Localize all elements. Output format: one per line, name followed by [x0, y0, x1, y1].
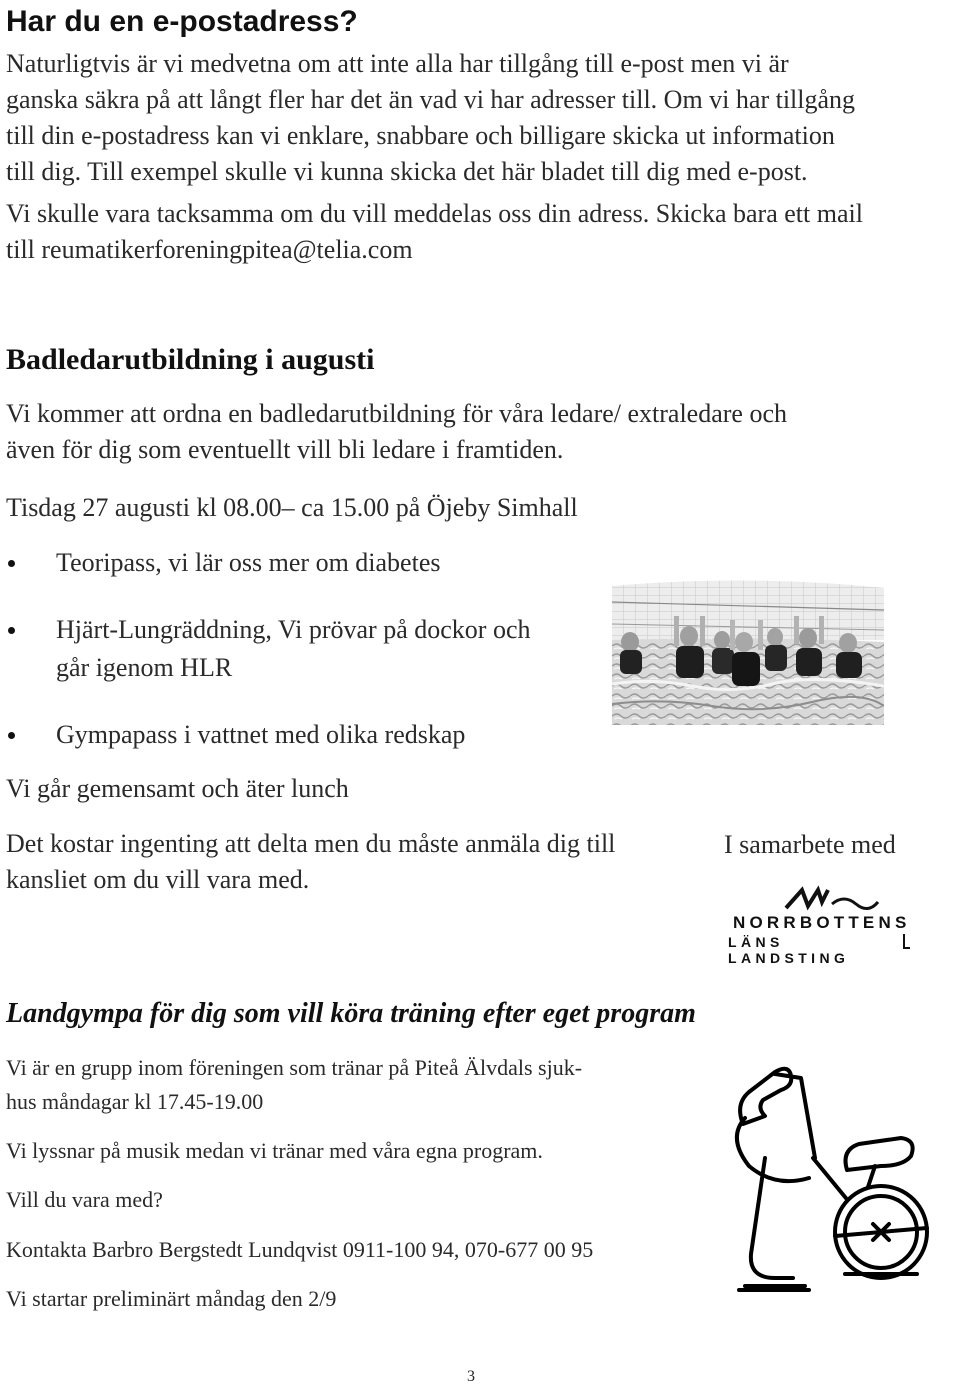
email-heading: Har du en e-postadress?: [6, 5, 358, 38]
email-paragraph-2: [6, 196, 960, 268]
bullet-icon: [8, 560, 15, 567]
text-line: Det kostar ingenting att delta men du måste anmäla dig till: [6, 829, 616, 858]
badledar-intro: [6, 396, 956, 468]
landgympa-line: Vill du vara med?: [6, 1187, 163, 1212]
landgympa-line: Vi är en grupp inom föreningen som tränar på Piteå Älvdals sjuk-: [6, 1055, 583, 1080]
bullet-icon: [8, 627, 15, 634]
landgympa-line: Kontakta Barbro Bergstedt Lundqvist 0911-100 94, 070-677 00 95: [6, 1237, 594, 1262]
bullet-text: Hjärt-Lungräddning, Vi prövar på dockor och: [56, 615, 531, 644]
bullet-icon: [8, 732, 15, 739]
text-line: ganska säkra på att långt fler har det än vad vi har adresser till. Om vi har tillgång: [6, 85, 856, 114]
bullet-text: går igenom HLR: [56, 653, 233, 682]
text-line: Naturligtvis är vi medvetna om att inte alla har tillgång till e-post men vi är: [6, 49, 789, 78]
pool-photo-graphic: [612, 580, 884, 725]
text-line: kansliet om du vill vara med.: [6, 865, 310, 894]
partner-label: I samarbete med: [724, 830, 896, 859]
email-paragraph-1: [6, 46, 956, 190]
landgympa-heading: Landgympa för dig som vill köra träning efter eget program: [6, 998, 696, 1029]
landgympa-line: hus måndagar kl 17.45-19.00: [6, 1089, 264, 1114]
badledar-heading: Badledarutbildning i augusti: [6, 343, 375, 376]
badledar-date: Tisdag 27 augusti kl 08.00– ca 15.00 på Öjeby Simhall: [6, 493, 578, 522]
text-line: Vi kommer att ordna en badledarutbildning för våra ledare/ extraledare och: [6, 399, 787, 428]
landgympa-line: Vi lyssnar på musik medan vi tränar med våra egna program.: [6, 1138, 543, 1163]
page-number: 3: [467, 1368, 475, 1385]
text-line: även för dig som eventuellt vill bli ledare i framtiden.: [6, 435, 564, 464]
bullet-text: Gympapass i vattnet med olika redskap: [56, 720, 466, 749]
text-line: till dig. Till exempel skulle vi kunna skicka det här bladet till dig med e-post.: [6, 157, 808, 186]
exercise-bike-illustration: [705, 1038, 943, 1300]
exercise-bike-icon: [705, 1038, 943, 1300]
email-address-line: till reumatikerforeningpitea@telia.com: [6, 235, 413, 264]
logo-text-line-1: NORRBOTTENS: [733, 913, 911, 932]
text-line: Vi skulle vara tacksamma om du vill meddelas oss din adress. Skicka bara ett mail: [6, 199, 863, 228]
bullet-text: Teoripass, vi lär oss mer om diabetes: [56, 548, 441, 577]
landgympa-line: Vi startar preliminärt måndag den 2/9: [6, 1286, 337, 1311]
lunch-text: Vi går gemensamt och äter lunch: [6, 774, 349, 803]
norrbottens-logo: [728, 884, 911, 966]
cost-paragraph: [6, 826, 706, 898]
text-line: till din e-postadress kan vi enklare, snabbare och billigare skicka ut information: [6, 121, 835, 150]
pool-photo: [612, 580, 884, 725]
logo-text-line-2: LÄNS LANDSTING: [728, 934, 850, 966]
